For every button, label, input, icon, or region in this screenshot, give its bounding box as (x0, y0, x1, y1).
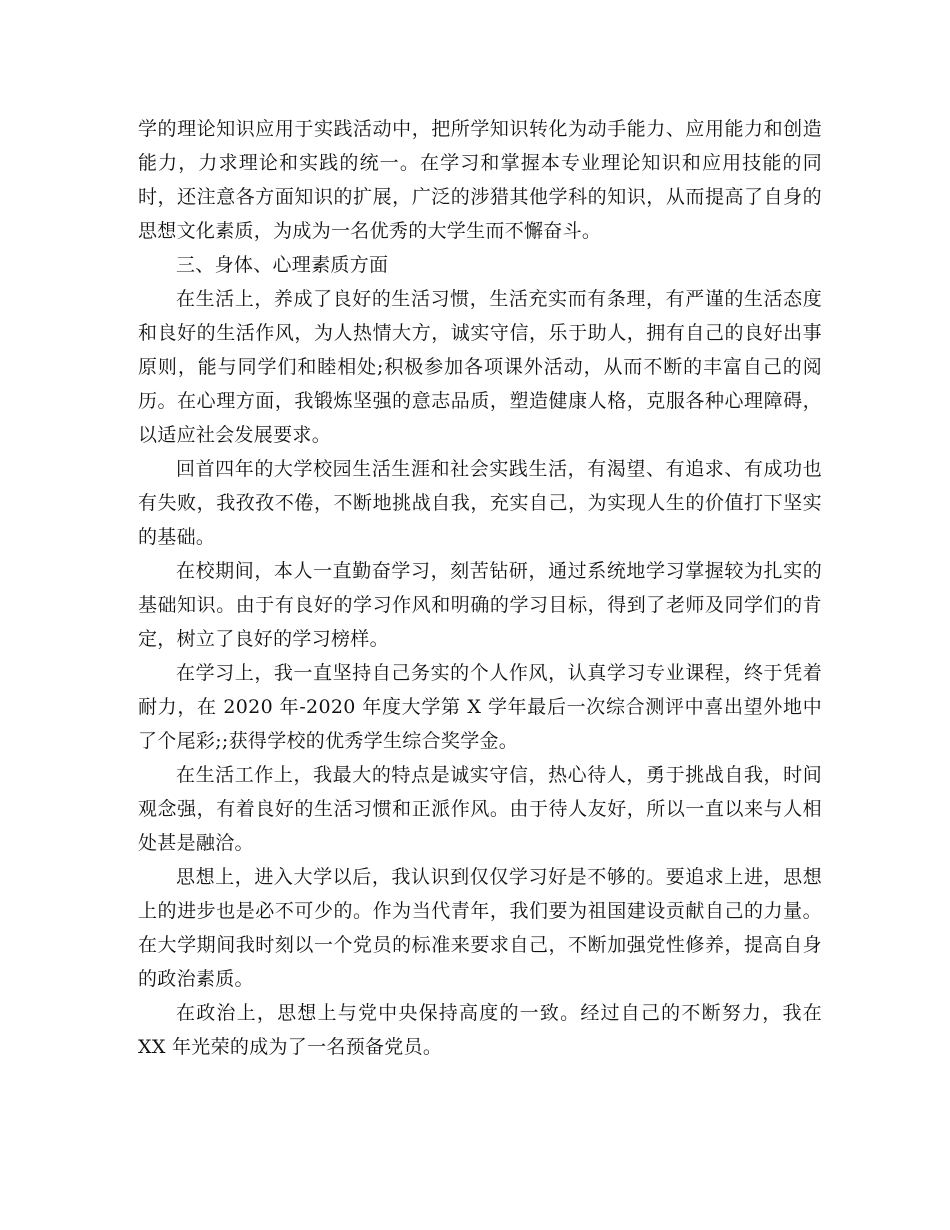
document-page (138, 112, 822, 1064)
paragraph-four-years-review: 回首四年的大学校园生活生涯和社会实践生活，有渴望、有追求、有成功也有失败，我孜孜不倦，不断地挑战自我，充实自己，为实现人生的价值打下坚实的基础。 (138, 458, 822, 548)
paragraph-life-work: 在生活工作上，我最大的特点是诚实守信，热心待人，勇于挑战自我，时间观念强，有着良好的生活习惯和正派作风。由于待人友好，所以一直以来与人相处甚是融洽。 (138, 764, 822, 854)
paragraph-theory-practice: 学的理论知识应用于实践活动中，把所学知识转化为动手能力、应用能力和创造能力，力求理论和实践的统一。在学习和掌握本专业理论知识和应用技能的同时，还注意各方面知识的扩展，广泛的涉猎其他学科的知识，从而提高了自身的思想文化素质，为成为一名优秀的大学生而不懈奋斗。 (138, 118, 822, 242)
paragraph-ideology: 思想上，进入大学以后，我认识到仅仅学习好是不够的。要追求上进，思想上的进步也是必不可少的。作为当代青年，我们要为祖国建设贡献自己的力量。在大学期间我时刻以一个党员的标准来要求自己，不断加强党性修养，提高自身的政治素质。 (138, 866, 822, 990)
paragraph-study-achievement: 在学习上，我一直坚持自己务实的个人作风，认真学习专业课程，终于凭着耐力，在 2020 年-2020 年度大学第 X 学年最后一次综合测评中喜出望外地中了个尾彩;;获得学校的优秀学生综合奖学金。 (138, 662, 822, 752)
paragraph-life-habits: 在生活上，养成了良好的生活习惯，生活充实而有条理，有严谨的生活态度和良好的生活作风，为人热情大方，诚实守信，乐于助人，拥有自己的良好出事原则，能与同学们和睦相处;积极参加各项课外活动，从而不断的丰富自己的阅历。在心理方面，我锻炼坚强的意志品质，塑造健康人格，克服各种心理障碍，以适应社会发展要求。 (138, 288, 822, 446)
paragraph-study-diligence: 在校期间，本人一直勤奋学习，刻苦钻研，通过系统地学习掌握较为扎实的基础知识。由于有良好的学习作风和明确的学习目标，得到了老师及同学们的肯定，树立了良好的学习榜样。 (138, 560, 822, 650)
paragraph-politics: 在政治上，思想上与党中央保持高度的一致。经过自己的不断努力，我在 XX 年光荣的成为了一名预备党员。 (138, 1002, 822, 1058)
section-heading-body-mind: 三、身体、心理素质方面 (176, 254, 389, 276)
